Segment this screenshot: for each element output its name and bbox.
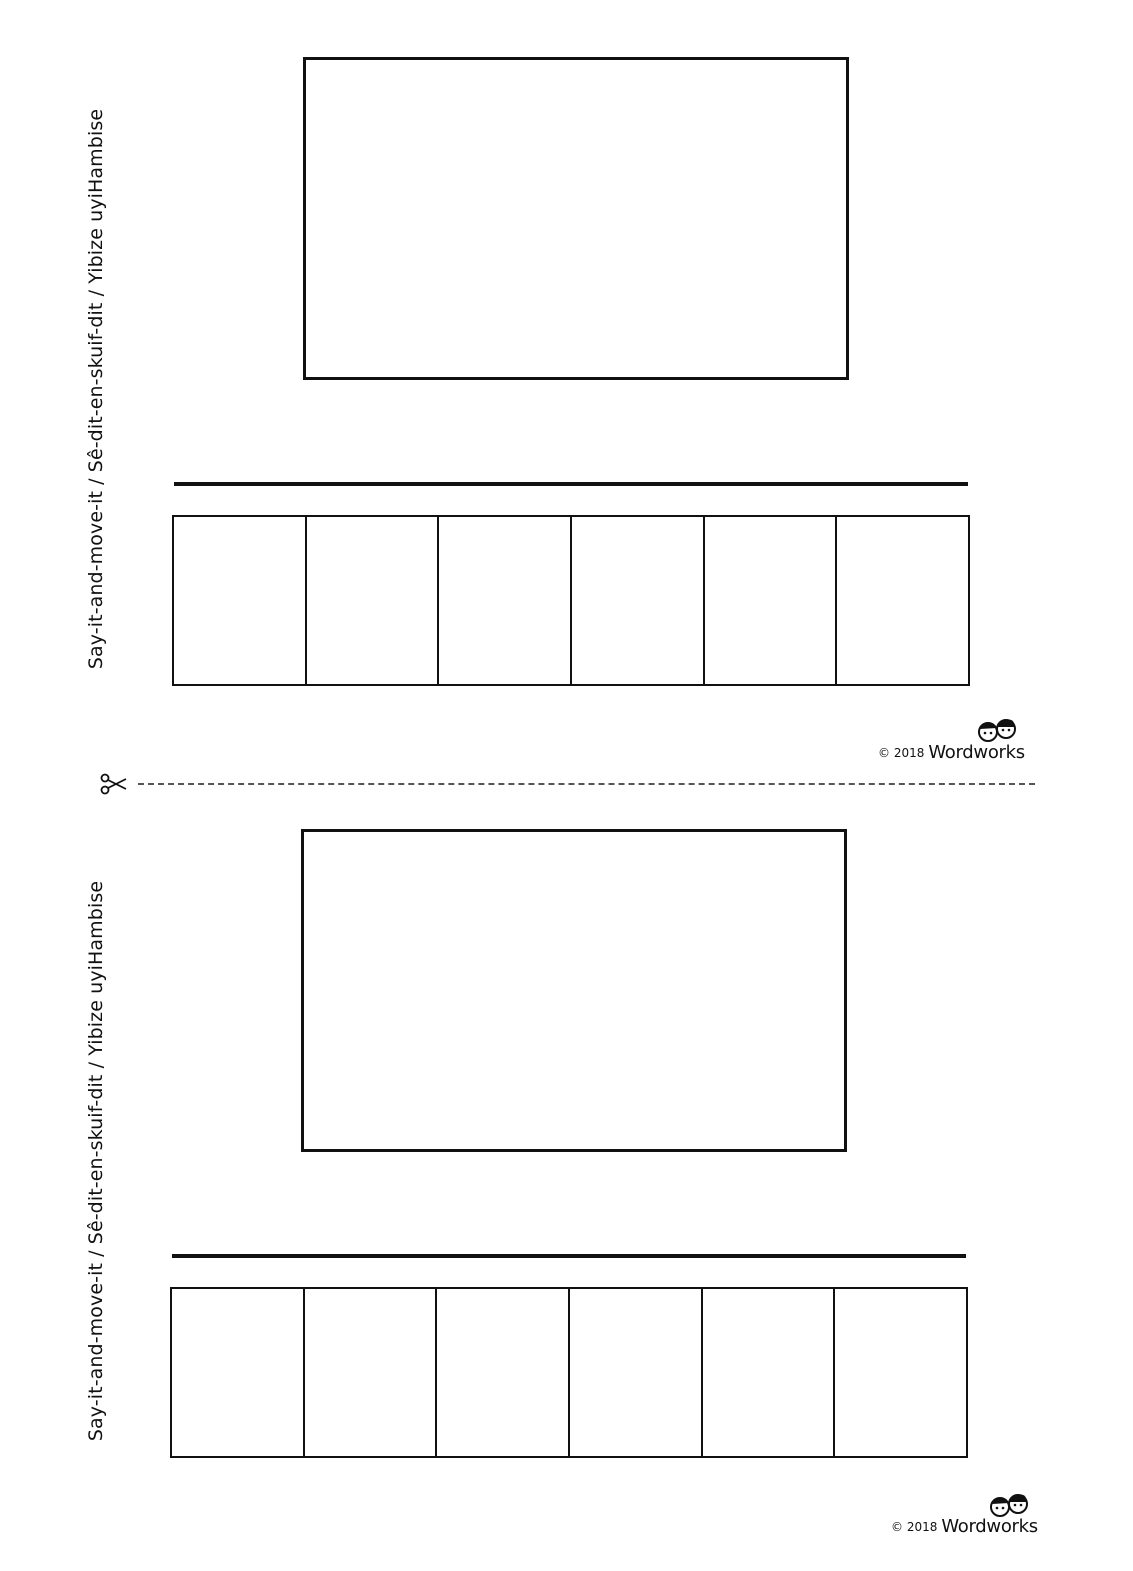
sound-box[interactable] bbox=[705, 517, 838, 684]
writing-line bbox=[172, 1254, 966, 1258]
wordworks-logo-icon bbox=[976, 718, 1020, 744]
picture-box[interactable] bbox=[301, 829, 847, 1152]
sound-box[interactable] bbox=[570, 1289, 703, 1456]
sound-box[interactable] bbox=[439, 517, 572, 684]
brand-name: Wordworks bbox=[941, 1516, 1038, 1537]
sound-box[interactable] bbox=[703, 1289, 836, 1456]
sound-box[interactable] bbox=[837, 517, 968, 684]
writing-line bbox=[174, 482, 968, 486]
copyright-credit bbox=[878, 742, 1025, 763]
brand-name: Wordworks bbox=[928, 742, 1025, 763]
cut-line bbox=[100, 772, 1035, 796]
sound-boxes bbox=[170, 1287, 968, 1458]
copyright-year: © 2018 bbox=[878, 746, 925, 760]
sound-box[interactable] bbox=[307, 517, 440, 684]
sound-box[interactable] bbox=[835, 1289, 966, 1456]
sound-box[interactable] bbox=[305, 1289, 438, 1456]
copyright-credit bbox=[891, 1516, 1038, 1537]
sound-boxes bbox=[172, 515, 970, 686]
sound-box[interactable] bbox=[172, 1289, 305, 1456]
sound-box[interactable] bbox=[572, 517, 705, 684]
sound-box[interactable] bbox=[437, 1289, 570, 1456]
sound-box[interactable] bbox=[174, 517, 307, 684]
picture-box[interactable] bbox=[303, 57, 849, 380]
activity-label: Say-it-and-move-it / Sê-dit-en-skuif-dit / Yibize uyiHambise bbox=[85, 108, 107, 670]
activity-label: Say-it-and-move-it / Sê-dit-en-skuif-dit / Yibize uyiHambise bbox=[85, 880, 107, 1442]
dashed-cut-line bbox=[138, 783, 1035, 785]
scissors-icon bbox=[100, 772, 128, 796]
copyright-year: © 2018 bbox=[891, 1520, 938, 1534]
